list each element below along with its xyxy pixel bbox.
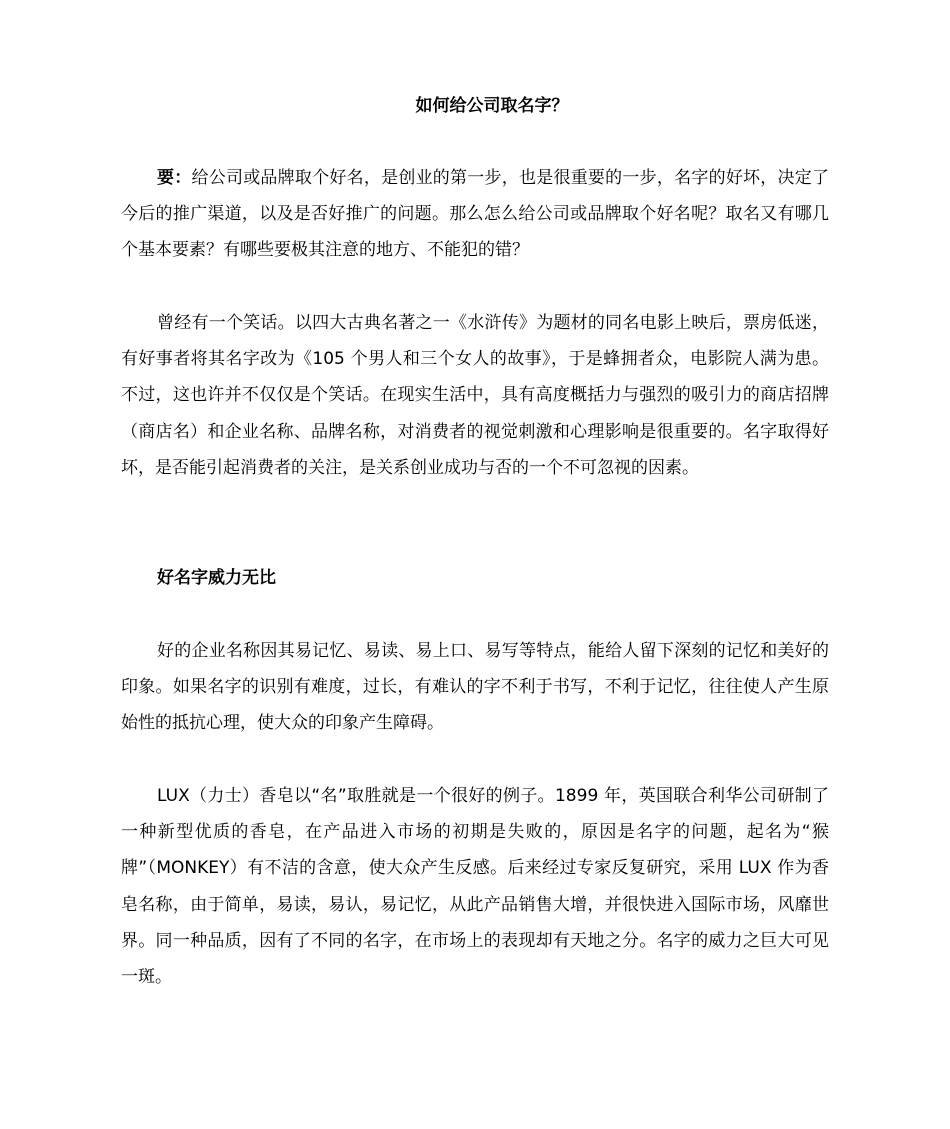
section-heading: 好名字威力无比 <box>157 568 276 588</box>
document-title: 如何给公司取名字？ <box>415 96 569 116</box>
joke-paragraph: 曾经有一个笑话。以四大古典名著之一《水浒传》为题材的同名电影上映后，票房低迷，有好事者将其名字改为《105 个男人和三个女人的故事》，于是蜂拥者众，电影院人满为患。不过，这也许并不仅仅是个笑话。在现实生活中，具有高度概括力与强烈的吸引力的商店招牌（商店名）和企业名称、品牌名称，对消费者的视觉刺激和心理影响是很重要的。名字取得好坏，是否能引起消费者的关注，是关系创业成功与否的一个不可忽视的因素。 <box>121 313 829 478</box>
summary-text: 给公司或品牌取个好名，是创业的第一步，也是很重要的一步，名字的好坏，决定了今后的推广渠道，以及是否好推广的问题。那么怎么给公司或品牌取个好名呢？取名又有哪几个基本要素？有哪些要极其注意的地方、不能犯的错？ <box>121 168 830 261</box>
summary-label: 要： <box>157 168 192 188</box>
good-name-paragraph: 好的企业名称因其易记忆、易读、易上口、易写等特点，能给人留下深刻的记忆和美好的印象。如果名字的识别有难度，过长，有难认的字不利于书写，不利于记忆，往往使人产生原始性的抵抗心理，使大众的印象产生障碍。 <box>121 641 829 734</box>
summary-paragraph <box>121 160 829 269</box>
lux-example-paragraph: LUX（力士）香皂以“名”取胜就是一个很好的例子。1899 年，英国联合利华公司研制了一种新型优质的香皂，在产品进入市场的初期是失败的，原因是名字的问题，起名为“猴牌”（MONKEY）有不洁的含意，使大众产生反感。后来经过专家反复研究，采用 LUX 作为香皂名称，由于简单，易读，易认，易记忆，从此产品销售大增，并很快进入国际市场，风靡世界。同一种品质，因有了不同的名字，在市场上的表现却有天地之分。名字的威力之巨大可见一斑。 <box>121 786 829 988</box>
